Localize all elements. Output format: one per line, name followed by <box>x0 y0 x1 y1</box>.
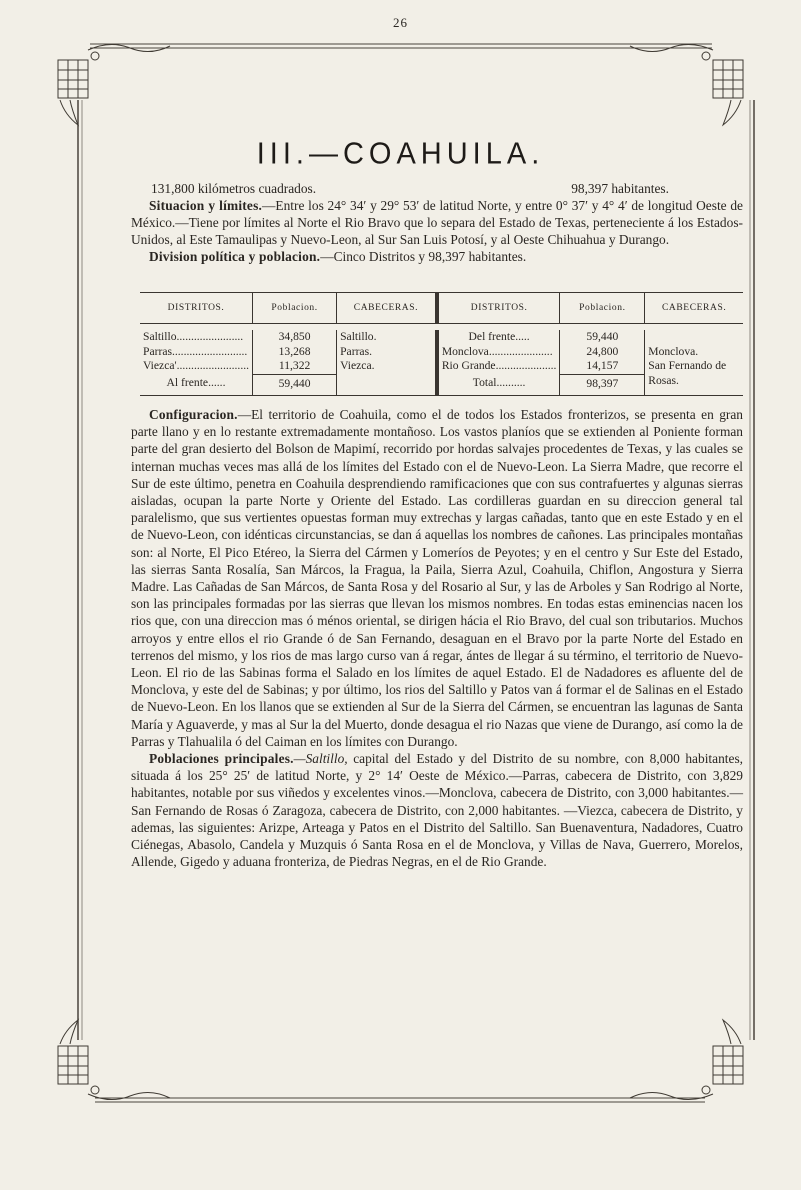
district-name: Parras.......................... <box>143 344 248 358</box>
configuracion-paragraph <box>131 406 743 750</box>
district-name: Del frente..... <box>437 330 560 345</box>
section-title: III.—COAHUILA. <box>256 137 545 171</box>
header-population-right: Poblacion. <box>560 293 645 324</box>
situacion-text: —Entre los 24° 34′ y 29° 53′ de latitud Norte, y entre 0° 37′ y 4° 4′ de longitud Oeste de México.—Tiene por límites al Norte el Rio Bravo que lo separa del Estado de Texas, perteneciente á los Estados-Unidos, al Este Tamaulipas y Nuevo-Leon, al Sur San Luis Potosí, y al Oeste Chihuahua y Durango. <box>131 198 743 248</box>
district-population: 14,157 <box>560 359 645 374</box>
header-population-left: Poblacion. <box>253 293 337 324</box>
district-capital: Viezca. <box>337 359 437 374</box>
districts-table <box>140 292 743 392</box>
situacion-heading: Situacion y límites. <box>149 198 263 214</box>
situacion-paragraph <box>131 197 743 248</box>
corner-ornament-bottom-right <box>630 1020 743 1100</box>
poblaciones-italic: —Saltillo, <box>293 751 348 767</box>
corner-ornament-bottom-left <box>58 1020 170 1100</box>
district-name: Saltillo....................... <box>143 330 244 343</box>
district-name: Rio Grande..................... <box>437 359 560 374</box>
table-row <box>140 345 743 360</box>
poblaciones-text: capital del Estado y del Distrito de su nombre, con 8,000 habitantes, situada á los 25° 25′ de latitud Norte, y 2° 14′ Oeste de México.—Parras, cabecera de Distrito, con 3,829 habitantes, notable por sus viñedos y excelentes vinos.—Monclova, cabecera de Distrito, con 3,000 habitantes.—San Fernando de Rosas ó Zaragoza, cabecera de Distrito, con 2,000 habitantes. —Viezca, cabecera de Distrito, y ademas, las siguientes: Arizpe, Arteaga y Patos en el Distrito del Saltillo. San Buenaventura, Nadadores, Cuatro Ciénegas, Abasolo, Candela y Muzquis ó Santa Rosa en el de Monclova, y Villas de Nava, Guerrero, Morelos, Allende, Gigedo y aduana fronteriza, de Piedras Negras, en el de Rio Grande. <box>131 751 743 870</box>
district-population: 13,268 <box>253 345 337 360</box>
area-value: 131,800 kilómetros cuadrados. <box>151 181 317 196</box>
corner-ornament-top-left <box>58 44 170 125</box>
population-value: 98,397 habitantes. <box>571 181 669 196</box>
division-paragraph <box>131 248 743 265</box>
configuracion-heading: Configuracion. <box>149 407 238 422</box>
total-label-right: Total.......... <box>437 374 560 391</box>
table-row <box>140 359 743 374</box>
district-capital: Parras. <box>337 345 437 360</box>
header-districts-left: DISTRITOS. <box>140 293 253 324</box>
poblaciones-paragraph <box>131 750 743 870</box>
district-population: 11,322 <box>253 359 337 374</box>
corner-ornament-top-right <box>630 44 743 125</box>
district-population: 24,800 <box>560 345 645 360</box>
district-name: Viezca'......................... <box>143 359 250 372</box>
district-capital <box>645 330 743 345</box>
district-population: 59,440 <box>560 330 645 345</box>
district-population: 34,850 <box>253 330 337 345</box>
district-capital: Saltillo. <box>337 330 437 345</box>
poblaciones-heading: Poblaciones principales. <box>149 751 294 767</box>
district-name: Monclova...................... <box>437 345 560 360</box>
body-section <box>131 406 743 870</box>
division-heading: Division política y poblacion. <box>149 249 321 265</box>
header-capitals-left: CABECERAS. <box>337 293 437 324</box>
division-text: —Cinco Distritos y 98,397 habitantes. <box>320 249 527 265</box>
page-number: 26 <box>393 15 408 30</box>
intro-section <box>131 180 743 265</box>
district-capital: San Fernando de Rosas. <box>645 359 743 391</box>
total-label-left: Al frente...... <box>166 376 226 389</box>
total-population-left: 59,440 <box>253 374 337 391</box>
header-districts-right: DISTRITOS. <box>437 293 560 324</box>
table-row <box>140 330 743 345</box>
district-capital: Monclova. <box>645 345 743 360</box>
total-population-right: 98,397 <box>560 374 645 391</box>
header-capitals-right: CABECERAS. <box>645 293 743 324</box>
empty-cell <box>337 374 437 391</box>
configuracion-text: —El territorio de Coahuila, como el de todos los Estados fronterizos, se presenta en gran parte llano y en lo restante extremadamente montañoso. Los vastos planíos que se extienden al Poniente forman parte del gran desierto del Bolson de Mapimí, recorrido por hordas salvajes procedentes de Texas, y las cuales se internan muchas veces mas allá de los límites del Estado con el de Nuevo-Leon. La Sierra Madre, que recorre el Sur de este último, penetra en Coahuila desprendiendo ramificaciones que con sus contrafuertes y algunas sierras aisladas, ocupan la parte Norte y Oriente del Estado. Las cordilleras guardan en su direccion general tal paralelismo, que sus vertientes opuestas forman muy extrechas y largas cañadas, tanto que en este Estado y en el de Nuevo-Leon, con idénticas circunstancias, se dan á aquellas los nombres de cañones. Las principales montañas son: al Norte, El Pico Etéreo, la Sierra del Cármen y Lomeríos de Peyotes; y en el centro y Sur Este del Estado, las sierras Santa Rosalía, San Márcos, la Fragua, la Paila, Sierra Azul, Coahuila, Chiflon, Angostura y Sierra Madre. Las Cañadas de San Márcos, de Santa Rosa y del Rosario al Sur, y las de Arboles y San Rodrigo al Norte, son las principales formadas por las sierras que llevan los mismos nombres. En todas estas eminencias nacen los rios que, con una direccion mas ó ménos oriental, se dirigen hácia el Rio Bravo, del cual son tributarios. Muchos arroyos y entre ellos el rio Grande ó de San Fernando, desaguan en el Bravo por la parte Norte del Estado en terrenos del mismo, y los rios de mas largo curso van á regar, ántes de llegar á su término, el territorio de Nuevo-Leon. El rio de las Sabinas forma el Salado en los límites de aquel Estado. El de Nadadores es afluente del de Monclova, y este del de Sabinas; y por último, los rios del Saltillo y Patos van á formar el de Salinas en el Estado de Nuevo-Leon. En los llanos que se extienden al Sur de la Sierra del Cármen, se encuentran las lagunas de Santa María y Aguaverde, y mas al Sur la del Muerto, donde desagua el rio Nazas que viene de Durango, así como la de Parras y Tlahualila ó del Caiman en los límites con Durango. <box>131 407 743 749</box>
stats-line <box>131 180 743 197</box>
table-header-row <box>140 293 743 324</box>
